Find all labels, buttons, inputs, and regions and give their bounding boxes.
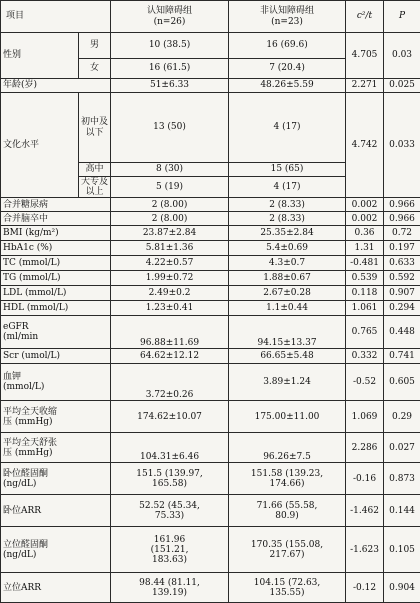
cell-dbp-g1: 104.31±6.46 [111,433,229,463]
cell-age-g2: 48.26±5.59 [229,79,346,93]
cell-stroke-g2: 2 (8.33) [229,212,346,226]
row-label-bmi: BMI (kg/m²) [1,226,111,241]
sub-label-male: 男 [79,33,111,59]
cell-sex-p: 0.03 [384,33,420,79]
table-row [1,573,420,603]
header-row [1,1,420,33]
cell-ald-supine-stat: -0.16 [346,463,384,495]
cell-age-p: 0.025 [384,79,420,93]
row-label-potassium [1,364,111,401]
cell-ald-supine-g1-line2: 165.58) [113,479,226,489]
cell-sbp-g2: 175.00±11.00 [229,401,346,433]
row-label-sbp-line1: 平均全天收缩 [3,407,108,417]
table-row [1,33,420,59]
cell-edu-junior-g2: 4 (17) [229,93,346,163]
cell-egfr-p: 0.448 [384,316,420,349]
cell-arr-supine-p: 0.144 [384,495,420,527]
cell-ald-upright-g2-line1: 170.35 (155.08, [231,540,343,550]
header-stat: c²/t [346,1,384,33]
sub-label-edu-college: 大专及以上 [79,177,111,198]
row-label-egfr-line2: (ml/min [3,332,108,342]
cell-dbp-p: 0.027 [384,433,420,463]
row-label-ald-upright [1,527,111,573]
table-row [1,433,420,463]
cell-ald-upright-g1 [111,527,229,573]
cell-diabetes-g2: 2 (8.33) [229,198,346,212]
cell-scr-g2: 66.65±5.48 [229,349,346,364]
cell-bmi-stat: 0.36 [346,226,384,241]
header-item: 项目 [1,1,111,33]
cell-ldl-g1: 2.49±0.2 [111,286,229,301]
cell-potassium-g2: 3.89±1.24 [229,364,346,401]
row-label-education: 文化水平 [1,93,79,198]
cell-potassium-p: 0.605 [384,364,420,401]
cell-tg-stat: 0.539 [346,271,384,286]
sub-label-edu-junior: 初中及以下 [79,93,111,163]
cell-stroke-g1: 2 (8.00) [111,212,229,226]
row-label-sbp [1,401,111,433]
row-label-egfr-line1: eGFR [3,322,108,332]
table-row [1,495,420,527]
cell-edu-college-g2: 4 (17) [229,177,346,198]
cell-arr-upright-g2 [229,573,346,603]
row-label-potassium-line1: 血钾 [3,372,108,382]
cell-ald-upright-g1-line1: 161.96 [113,535,226,545]
cell-tc-stat: -0.481 [346,256,384,271]
cell-potassium-g1: 3.72±0.26 [111,364,229,401]
row-label-dbp [1,433,111,463]
table-row [1,463,420,495]
cell-potassium-stat: -0.52 [346,364,384,401]
cell-scr-stat: 0.332 [346,349,384,364]
cell-edu-senior-g2: 15 (65) [229,163,346,177]
cell-bmi-p: 0.72 [384,226,420,241]
table-row [1,79,420,93]
cell-edu-college-g1: 5 (19) [111,177,229,198]
row-label-ald-upright-line1: 立位醛固酮 [3,540,108,550]
row-label-age: 年龄(岁) [1,79,111,93]
cell-egfr-stat: 0.765 [346,316,384,349]
cell-egfr-g1: 96.88±11.69 [111,316,229,349]
cell-arr-upright-g1-line2: 139.19) [113,588,226,598]
row-label-scr: Scr (umol/L) [1,349,111,364]
header-group1-name: 认知障碍组 [113,6,226,16]
cell-hba1c-stat: 1.31 [346,241,384,256]
cell-ald-upright-g2 [229,527,346,573]
cell-ald-supine-p: 0.873 [384,463,420,495]
cell-sex-male-g1: 10 (38.5) [111,33,229,59]
table-row [1,241,420,256]
row-label-sex: 性别 [1,33,79,79]
cell-edu-stat: 4.742 [346,93,384,198]
cell-arr-supine-g1 [111,495,229,527]
row-label-ald-supine-line1: 卧位醛固酮 [3,469,108,479]
header-group2-n: (n=23) [231,17,343,27]
table-row [1,271,420,286]
cell-diabetes-g1: 2 (8.00) [111,198,229,212]
cell-sex-female-g1: 16 (61.5) [111,59,229,79]
cell-tg-g1: 1.99±0.72 [111,271,229,286]
cell-hdl-p: 0.294 [384,301,420,316]
cell-egfr-g2: 94.15±13.37 [229,316,346,349]
cell-dbp-g2: 96.26±7.5 [229,433,346,463]
row-label-arr-supine: 卧位ARR [1,495,111,527]
table-row [1,316,420,349]
cell-tc-g2: 4.3±0.7 [229,256,346,271]
row-label-ldl: LDL (mmol/L) [1,286,111,301]
cell-bmi-g2: 25.35±2.84 [229,226,346,241]
cell-ald-upright-g1-line2: (151.21, [113,545,226,555]
cell-arr-upright-g1-line1: 98.44 (81.11, [113,578,226,588]
row-label-tc: TC (mmol/L) [1,256,111,271]
cell-ald-supine-g1-line1: 151.5 (139.97, [113,469,226,479]
cell-ald-supine-g2-line2: 174.66) [231,479,343,489]
table-row [1,256,420,271]
cell-ald-supine-g2-line1: 151.58 (139.23, [231,469,343,479]
cell-tc-g1: 4.22±0.57 [111,256,229,271]
cell-arr-upright-g2-line1: 104.15 (72.63, [231,578,343,588]
table-row [1,226,420,241]
row-label-hba1c: HbA1c (%) [1,241,111,256]
cell-arr-upright-g2-line2: 135.55) [231,588,343,598]
cell-edu-p: 0.033 [384,93,420,198]
cell-bmi-g1: 23.87±2.84 [111,226,229,241]
cell-tg-g2: 1.88±0.67 [229,271,346,286]
cell-hba1c-g1: 5.81±1.36 [111,241,229,256]
cell-tc-p: 0.633 [384,256,420,271]
cell-hdl-stat: 1.061 [346,301,384,316]
cell-arr-supine-g2-line2: 80.9) [231,511,343,521]
cell-age-stat: 2.271 [346,79,384,93]
row-label-stroke: 合并脑卒中 [1,212,111,226]
cell-arr-supine-g1-line1: 52.52 (45.34, [113,501,226,511]
row-label-sbp-line2: 压 (mmHg) [3,417,108,427]
cell-ldl-p: 0.907 [384,286,420,301]
table-row [1,198,420,212]
cell-age-g1: 51±6.33 [111,79,229,93]
table-row [1,212,420,226]
row-label-dbp-line2: 压 (mmHg) [3,448,108,458]
cell-sex-stat: 4.705 [346,33,384,79]
row-label-egfr [1,316,111,349]
header-group2 [229,1,346,33]
cell-sbp-g1: 174.62±10.07 [111,401,229,433]
table-row [1,401,420,433]
header-p: P [384,1,420,33]
cell-tg-p: 0.592 [384,271,420,286]
row-label-ald-supine-line2: (ng/dL) [3,479,108,489]
row-label-hdl: HDL (mmol/L) [1,301,111,316]
cell-scr-p: 0.741 [384,349,420,364]
cell-diabetes-p: 0.966 [384,198,420,212]
row-label-diabetes: 合并糖尿病 [1,198,111,212]
row-label-arr-upright: 立位ARR [1,573,111,603]
cell-arr-upright-stat: -0.12 [346,573,384,603]
header-group2-name: 非认知障碍组 [231,6,343,16]
cell-ald-upright-g1-line3: 183.63) [113,555,226,565]
table-row [1,286,420,301]
cell-arr-supine-g2 [229,495,346,527]
cell-arr-supine-g1-line2: 75.33) [113,511,226,521]
cell-stroke-p: 0.966 [384,212,420,226]
sub-label-female: 女 [79,59,111,79]
table-row [1,93,420,163]
cell-diabetes-stat: 0.002 [346,198,384,212]
cell-ald-supine-g2 [229,463,346,495]
cell-hba1c-p: 0.197 [384,241,420,256]
cell-hdl-g2: 1.1±0.44 [229,301,346,316]
header-group1 [111,1,229,33]
table-row [1,527,420,573]
cell-sex-male-g2: 16 (69.6) [229,33,346,59]
cell-ald-supine-g1 [111,463,229,495]
cell-stroke-stat: 0.002 [346,212,384,226]
cell-arr-upright-p: 0.904 [384,573,420,603]
table-row [1,301,420,316]
row-label-tg: TG (mmol/L) [1,271,111,286]
cell-hdl-g1: 1.23±0.41 [111,301,229,316]
row-label-ald-supine [1,463,111,495]
table-row [1,349,420,364]
cell-dbp-stat: 2.286 [346,433,384,463]
header-group1-n: (n=26) [113,17,226,27]
cell-arr-supine-stat: -1.462 [346,495,384,527]
cell-ldl-stat: 0.118 [346,286,384,301]
cell-sex-female-g2: 7 (20.4) [229,59,346,79]
sub-label-edu-senior: 高中 [79,163,111,177]
table-row [1,364,420,401]
cell-edu-senior-g1: 8 (30) [111,163,229,177]
cell-hba1c-g2: 5.4±0.69 [229,241,346,256]
row-label-ald-upright-line2: (ng/dL) [3,550,108,560]
row-label-potassium-line2: (mmol/L) [3,382,108,392]
cell-ald-upright-p: 0.105 [384,527,420,573]
cell-ald-upright-stat: -1.623 [346,527,384,573]
cell-arr-upright-g1 [111,573,229,603]
cell-ald-upright-g2-line2: 217.67) [231,550,343,560]
cell-sbp-stat: 1.069 [346,401,384,433]
cell-sbp-p: 0.29 [384,401,420,433]
cell-arr-supine-g2-line1: 71.66 (55.58, [231,501,343,511]
cell-edu-junior-g1: 13 (50) [111,93,229,163]
cell-ldl-g2: 2.67±0.28 [229,286,346,301]
row-label-dbp-line1: 平均全天舒张 [3,438,108,448]
cell-scr-g1: 64.62±12.12 [111,349,229,364]
